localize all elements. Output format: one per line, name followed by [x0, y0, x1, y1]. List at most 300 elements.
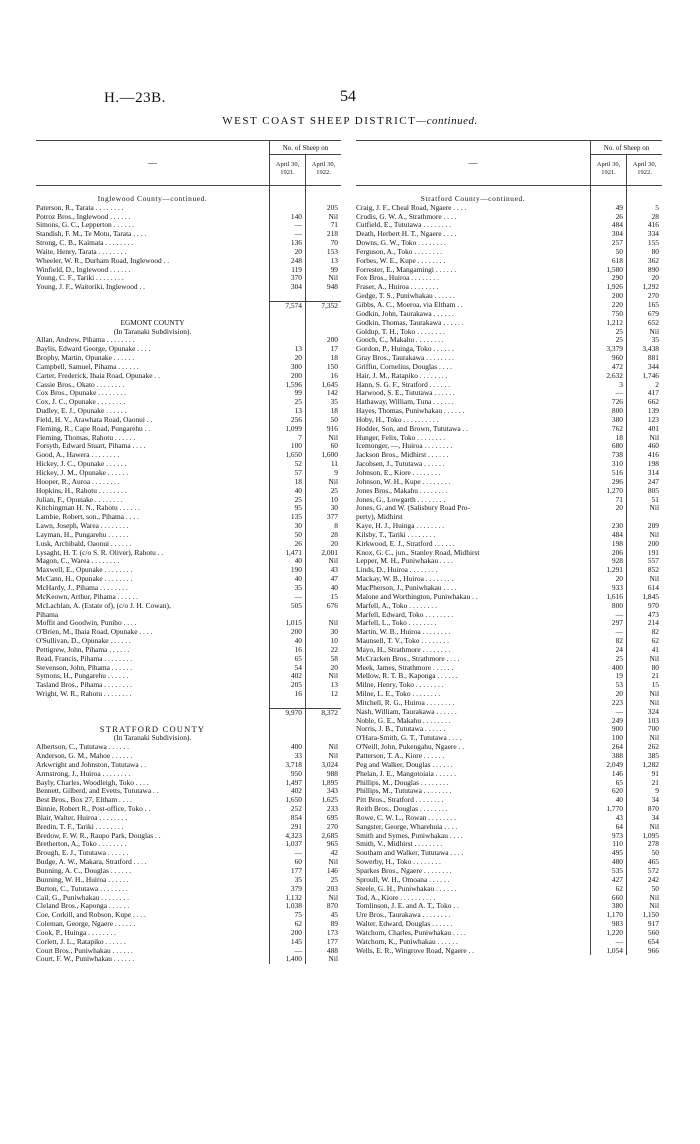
sheep-1922: 385: [626, 752, 662, 761]
sheep-1922: 30: [305, 504, 341, 513]
sheep-1922: Nil: [305, 434, 341, 443]
sheep-1921: 7: [269, 434, 305, 443]
sheep-1922: 60: [305, 442, 341, 451]
sheep-1921: [269, 195, 305, 204]
sheep-1921: [269, 328, 305, 337]
sheep-1922: 473: [626, 611, 662, 620]
owner-name: Mayo, H., Strathmore . . . . . . . .: [356, 645, 451, 654]
owner-name: Knox, G. C., jun., Stanley Road, Midhirst: [356, 548, 480, 557]
sheep-1921: 16: [269, 690, 305, 699]
owner-name: Kaye, H. J., Huinga . . . . . . . .: [356, 522, 445, 531]
sheep-1921: 379: [269, 885, 305, 894]
table-row: [36, 955, 341, 964]
table-row: [36, 425, 341, 434]
sheep-1922: 45: [305, 911, 341, 920]
sheep-1922: Nil: [626, 575, 662, 584]
sheep-1922: 700: [626, 725, 662, 734]
sheep-count-header-group: [590, 141, 662, 185]
sheep-1921: 1,291: [590, 566, 626, 575]
sheep-1922: 1,895: [305, 779, 341, 788]
sheep-1922: 1,746: [626, 372, 662, 381]
sheep-1922: Nil: [305, 478, 341, 487]
owner-name: Downs, G. W., Toko . . . . . . . .: [356, 239, 446, 248]
sheep-1922: 9: [305, 469, 341, 478]
owner-name: O'Hara-Smith, G. T., Tututawa . . . .: [356, 734, 462, 743]
sheep-1921: 472: [590, 363, 626, 372]
sheep-1921: 3: [590, 381, 626, 390]
owner-name: Read, Francis, Pihama . . . . . . . .: [36, 654, 133, 663]
sheep-1922: 1,625: [305, 796, 341, 805]
owner-name: Sparkes Bros., Ngaere . . . . . . . .: [356, 866, 452, 875]
sheep-1921: 18: [590, 434, 626, 443]
owner-name: Griffin, Cornelius, Douglas . . . .: [356, 362, 452, 371]
sheep-1922: 1,150: [626, 911, 662, 920]
sheep-1922: 5: [626, 204, 662, 213]
sheep-1921: 484: [590, 221, 626, 230]
owner-name: McHardy, J., Pihama . . . . . . . .: [36, 583, 128, 592]
sheep-1922: 20: [305, 540, 341, 549]
owner-name: Lawn, Joseph, Warea . . . . . . . .: [36, 522, 129, 531]
sheep-1921: 146: [590, 770, 626, 779]
table-header: [36, 140, 341, 186]
sheep-1921: 1,170: [590, 911, 626, 920]
owner-name: Hodder, Son, and Brown, Tututawa . .: [356, 424, 468, 433]
owner-name: Hayes, Thomas, Puniwhakau . . . . . .: [356, 407, 465, 416]
group-title: No. of Sheep on: [270, 141, 341, 155]
sheep-1921: 388: [590, 752, 626, 761]
sheep-1922: 881: [626, 354, 662, 363]
owner-name: Hopkins, H., Rahotu . . . . . . . .: [36, 486, 127, 495]
sheep-1921: 290: [590, 274, 626, 283]
sheep-1922: 7,352: [305, 301, 341, 310]
owner-name: Lambie, Robert, son., Pihama . . . .: [36, 513, 139, 522]
owner-name: STRATFORD COUNTY: [99, 725, 206, 735]
sheep-1922: 20: [305, 664, 341, 673]
sheep-1921: 49: [590, 204, 626, 213]
sheep-1921: 30: [269, 522, 305, 531]
owner-name: Stevenson, John, Pihama . . . . . .: [36, 663, 133, 672]
sheep-1922: 247: [626, 478, 662, 487]
owner-name: Jackson Bros., Midhirst . . . . . .: [356, 451, 449, 460]
owner-name: Wright, W. R., Rahotu . . . . . . . .: [36, 690, 132, 699]
sheep-1922: 99: [305, 266, 341, 275]
sheep-1922: 18: [305, 354, 341, 363]
owner-name: Cassie Bros., Okato . . . . . . . .: [36, 380, 125, 389]
owner-name: perty), Midhirst: [356, 513, 403, 522]
table-row: [36, 690, 341, 699]
sheep-1921: 19: [590, 672, 626, 681]
owner-name: Death, Herbert H. T., Ngaere . . . .: [356, 230, 457, 239]
owner-name: O'Neill, John, Pukengahu, Ngaere . .: [356, 743, 465, 752]
owner-name: Icemonger, —, Huiroa . . . . . . . .: [356, 442, 453, 451]
sheep-1922: 334: [626, 230, 662, 239]
sheep-1922: 314: [626, 469, 662, 478]
owner-name: Potroz Bros., Inglewood . . . . . .: [36, 212, 131, 221]
owner-name: Gedge, T. S., Puniwhakau . . . . . .: [356, 292, 455, 301]
owner-name: Forbes, W. E., Kupe . . . . . . . .: [356, 256, 446, 265]
sheep-1921: 50: [269, 531, 305, 540]
sheep-1921: 1,616: [590, 593, 626, 602]
owner-name: Inglewood County—continued.: [97, 194, 208, 203]
sheep-1921: [269, 186, 305, 195]
sheep-1922: 165: [626, 301, 662, 310]
sheep-1922: 676: [305, 602, 341, 611]
owner-name: Ferguson, A., Toko . . . . . . . .: [356, 247, 443, 256]
sheep-1921: 950: [269, 770, 305, 779]
owner-name: Court Bros., Puniwhakau . . . . . .: [36, 946, 133, 955]
sheep-1921: 427: [590, 876, 626, 885]
sheep-1921: 484: [590, 531, 626, 540]
sheep-1922: Nil: [626, 655, 662, 664]
sheep-1922: 80: [626, 664, 662, 673]
sheep-1921: [269, 310, 305, 319]
sheep-1921: 1,580: [590, 266, 626, 275]
owner-name: Rowe, C. W. L., Rowan . . . . . . . .: [356, 813, 456, 822]
sheep-1922: Nil: [305, 894, 341, 903]
sheep-1921: —: [269, 221, 305, 230]
sheep-1921: 1,926: [590, 283, 626, 292]
sheep-1922: 41: [626, 646, 662, 655]
owner-name: Waite, Henry, Tarata . . . . . . . .: [36, 247, 127, 256]
sheep-1921: 1,650: [269, 451, 305, 460]
owner-name: Bredow, F. W. R., Raupo Park, Douglas . .: [36, 831, 161, 840]
col-1922-header: April 30, 1922.: [626, 155, 662, 185]
sheep-1922: 30: [305, 628, 341, 637]
owner-name: Forrester, E., Mangamingi . . . . . .: [356, 265, 457, 274]
owner-name: [36, 186, 269, 195]
sheep-1921: 62: [590, 885, 626, 894]
owner-name: Southam and Walker, Tututawa . . . .: [356, 849, 464, 858]
sheep-1922: Nil: [626, 690, 662, 699]
sheep-1922: 344: [626, 363, 662, 372]
sheep-1922: 805: [626, 487, 662, 496]
sheep-1922: Nil: [305, 955, 341, 964]
owner-name: Young, C. F., Tariki . . . . . . . .: [36, 274, 124, 283]
sheep-1921: 400: [590, 664, 626, 673]
owner-name: Goldup, T. H., Toko . . . . . . . .: [356, 327, 445, 336]
sheep-1921: 35: [269, 876, 305, 885]
sheep-1922: [305, 310, 341, 319]
sheep-1922: 139: [626, 407, 662, 416]
sheep-1921: 40: [269, 557, 305, 566]
owner-name: Godkin, John, Taurakawa . . . . . .: [356, 309, 454, 318]
sheep-1922: 16: [305, 372, 341, 381]
spacer-row: [36, 717, 341, 726]
owner-name: Cox, J. C., Opunake . . . . . . . .: [36, 398, 126, 407]
owner-name: Hickey, J. C., Opunake . . . . . .: [36, 460, 127, 469]
owner-name: Lysaght, H. T. (c/o S. R. Oliver), Rahotu . .: [36, 548, 164, 557]
sheep-1922: 34: [626, 796, 662, 805]
owner-name: Baylis, Edward George, Opunake . . . .: [36, 345, 151, 354]
sheep-1921: 9,970: [269, 708, 305, 717]
owner-name: Linds, D., Huiroa . . . . . . . .: [356, 566, 438, 575]
sheep-1921: 983: [590, 920, 626, 929]
sheep-1922: 62: [626, 637, 662, 646]
sheep-1921: 1,038: [269, 902, 305, 911]
sheep-1921: 54: [269, 664, 305, 673]
owner-name: Standish, F. M., Te Motu, Tarata . . . .: [36, 230, 147, 239]
sheep-1921: 20: [590, 504, 626, 513]
owner-name: Noble, G. E., Makahu . . . . . . . .: [356, 716, 451, 725]
sheep-1921: 100: [269, 442, 305, 451]
sheep-1921: 264: [590, 743, 626, 752]
sheep-1921: 200: [590, 292, 626, 301]
sheep-1921: —: [590, 611, 626, 620]
sheep-1921: 928: [590, 557, 626, 566]
sheep-1922: 205: [305, 204, 341, 213]
owner-name: Stratford County—continued.: [420, 194, 526, 203]
sheep-1922: 416: [626, 451, 662, 460]
total-row: [36, 708, 341, 717]
owner-name: Hathaway, William, Tuna . . . . . .: [356, 398, 454, 407]
sheep-1922: 42: [305, 849, 341, 858]
document-reference: H.—23B.: [104, 90, 166, 106]
sheep-1921: 52: [269, 460, 305, 469]
sheep-1922: 377: [305, 513, 341, 522]
owner-name: Watchorn, K., Puniwhakau . . . . . .: [356, 937, 458, 946]
sheep-1921: 20: [590, 575, 626, 584]
sheep-1921: 43: [590, 814, 626, 823]
group-title: No. of Sheep on: [591, 141, 662, 155]
owner-name: Phillips, M., Tututawa . . . . . . . .: [356, 787, 452, 796]
sheep-1921: 53: [590, 681, 626, 690]
owner-name: Tomlinson, J. E. and A. T., Toko . .: [356, 902, 459, 911]
sheep-1921: 1,270: [590, 487, 626, 496]
owner-name: Strong, C. B., Kaimata . . . . . . . .: [36, 239, 134, 248]
sheep-1922: 123: [626, 416, 662, 425]
sheep-1922: 50: [305, 416, 341, 425]
sheep-1921: [269, 717, 305, 726]
sheep-1921: 252: [269, 805, 305, 814]
owner-name: Smith, V., Midhirst . . . . . . . .: [356, 840, 443, 849]
owner-name: Cail, G., Puniwhakau . . . . . . . .: [36, 893, 129, 902]
sheep-1921: 402: [269, 672, 305, 681]
sheep-1921: 40: [590, 796, 626, 805]
sheep-1922: Nil: [626, 434, 662, 443]
sheep-1922: 916: [305, 425, 341, 434]
sheep-1921: 900: [590, 725, 626, 734]
sheep-1921: 400: [269, 743, 305, 752]
sheep-1922: [305, 699, 341, 708]
owner-name: Wells, E. R., Wingrove Road, Ngaere . .: [356, 946, 475, 955]
sheep-1922: 71: [305, 221, 341, 230]
sheep-1921: 140: [269, 213, 305, 222]
sheep-1921: 1,596: [269, 381, 305, 390]
sheep-1922: 10: [305, 637, 341, 646]
sheep-1922: 34: [626, 814, 662, 823]
sheep-1921: 1,212: [590, 319, 626, 328]
owner-name: Reith Bros., Douglas . . . . . . . .: [356, 805, 448, 814]
owner-name: (In Taranaki Subdivision).: [113, 734, 192, 743]
owner-name: Arkwright and Johnston, Tututawa . .: [36, 760, 147, 769]
owner-name: Kilsby, T., Tariki . . . . . . . .: [356, 530, 436, 539]
sheep-1921: 380: [590, 416, 626, 425]
sheep-1922: 18: [305, 407, 341, 416]
sheep-1922: 15: [626, 681, 662, 690]
owner-name: Lepper, M. H., Puniwhakau . . . .: [356, 557, 453, 566]
owner-name: Coleman, George, Ngaere . . . . . .: [36, 920, 136, 929]
owner-name: [36, 292, 269, 301]
sheep-1922: 917: [626, 920, 662, 929]
sheep-1921: 933: [590, 584, 626, 593]
sheep-1922: 324: [626, 708, 662, 717]
sheep-1922: 191: [626, 549, 662, 558]
sheep-1922: 22: [305, 646, 341, 655]
sheep-1922: 852: [626, 566, 662, 575]
owner-name: Bennett, Gilberd, and Evetts, Tututawa . .: [36, 787, 159, 796]
owner-name: Meek, James, Strathmore . . . . . .: [356, 663, 454, 672]
owner-name: Bayly, Charles, Woodleigh, Toko . . . .: [36, 778, 149, 787]
sheep-1921: 206: [590, 549, 626, 558]
sheep-1922: 70: [305, 239, 341, 248]
owner-name: EGMONT COUNTY: [120, 318, 185, 327]
owner-name: Jones, G., Lowgarth . . . . . . . .: [356, 495, 446, 504]
sheep-1922: Nil: [305, 557, 341, 566]
sheep-1921: 973: [590, 832, 626, 841]
sheep-1922: 965: [305, 840, 341, 849]
sheep-1921: 1,054: [590, 947, 626, 956]
sheep-1922: 890: [626, 266, 662, 275]
owner-name: Nash, William, Taurakawa . . . . . .: [356, 707, 457, 716]
owner-name: O'Brien, M., Ihaia Road, Opunake . . . .: [36, 628, 153, 637]
sheep-1921: 57: [269, 469, 305, 478]
sheep-1921: 618: [590, 257, 626, 266]
owner-name: Magon, C., Warea . . . . . . . .: [36, 557, 120, 566]
table-row: [356, 372, 662, 381]
owner-name: Marfell, L., Toko . . . . . . . .: [356, 619, 437, 628]
sheep-1921: 198: [590, 540, 626, 549]
sheep-1922: 214: [626, 619, 662, 628]
owner-name: Moffit and Goodwin, Puniho . . . .: [36, 619, 137, 628]
sheep-1921: 1,650: [269, 796, 305, 805]
owner-name: Cleland Bros., Kaponga . . . . . .: [36, 902, 130, 911]
owner-name: [36, 717, 269, 726]
sheep-1921: 200: [269, 372, 305, 381]
sheep-1922: Nil: [305, 858, 341, 867]
owner-name: Court, F. W., Puniwhakau . . . . . .: [36, 955, 135, 964]
sheep-1922: [626, 186, 662, 195]
owner-name: Gibbs, A. C., Moeroa, via Eltham . .: [356, 300, 463, 309]
sheep-1922: [305, 186, 341, 195]
sheep-1921: 1,497: [269, 779, 305, 788]
owner-name: Dudley, E. J., Opunake . . . . . .: [36, 407, 127, 416]
owner-name: Budge, A. W., Makara, Stratford . . . .: [36, 858, 147, 867]
sheep-1921: 62: [269, 920, 305, 929]
sheep-1922: 155: [626, 239, 662, 248]
owner-name: Kirkwood, E. J., Stratford . . . . . .: [356, 539, 455, 548]
owner-name: Hickey, J. M., Opunake . . . . . .: [36, 469, 129, 477]
table-header: [356, 140, 662, 186]
owner-name: Albertson, C., Tututawa . . . . . .: [36, 743, 130, 752]
sheep-1921: 1,400: [269, 955, 305, 964]
owner-name: Winfield, D., Inglewood . . . . . .: [36, 265, 131, 274]
owner-name: Blair, Walter, Huiroa . . . . . . . .: [36, 813, 128, 822]
owner-name: Walter, Edward, Douglas . . . . . .: [356, 920, 453, 929]
sheep-1922: 465: [626, 858, 662, 867]
sheep-1922: 8: [305, 522, 341, 531]
owner-name: Allan, Andrew, Pihama . . . . . . . .: [36, 336, 135, 345]
sheep-1922: [305, 319, 341, 328]
sheep-1921: 1,770: [590, 805, 626, 814]
sheep-1922: 401: [626, 425, 662, 434]
col-1921-header: April 30, 1921.: [596, 161, 621, 176]
sheep-1921: —: [590, 628, 626, 637]
sheep-1922: Nil: [305, 619, 341, 628]
name-column-header: —: [468, 158, 478, 168]
sheep-1921: 230: [590, 522, 626, 531]
sheep-1921: 2,632: [590, 372, 626, 381]
sheep-1921: 65: [590, 779, 626, 788]
sheep-1921: [590, 186, 626, 195]
sheep-1922: 870: [305, 902, 341, 911]
right-rows: [356, 186, 662, 955]
sheep-1921: 854: [269, 814, 305, 823]
owner-name: Ure Bros., Taurakawa . . . . . . . .: [356, 911, 451, 920]
sheep-1921: 136: [269, 239, 305, 248]
owner-name: Coe, Corkill, and Robson, Kupe . . . .: [36, 911, 146, 920]
owner-name: Smith and Symes, Puniwhakau . . . .: [356, 831, 463, 840]
owner-name: Bunning, A. C., Douglas . . . . . .: [36, 866, 132, 875]
sheep-1922: 3,024: [305, 761, 341, 770]
owner-name: [356, 186, 590, 195]
sheep-1921: 680: [590, 442, 626, 451]
owner-name: Carter, Frederick, Ihaia Road, Opunake . .: [36, 371, 160, 380]
owner-name: Hunger, Felix, Toko . . . . . . . .: [356, 433, 445, 442]
owner-name: Hoby, H., Toko . . . . . . . . . .: [356, 415, 439, 424]
name-column-header: —: [148, 158, 157, 168]
sheep-1922: 695: [305, 814, 341, 823]
sheep-1921: 25: [590, 336, 626, 345]
sheep-1922: 343: [305, 787, 341, 796]
sheep-1921: 402: [269, 787, 305, 796]
sheep-1922: Nil: [626, 823, 662, 832]
sheep-1921: 25: [590, 328, 626, 337]
sheep-1922: 572: [626, 867, 662, 876]
owner-name: Cook, P., Huinga . . . . . . . .: [36, 928, 116, 937]
sheep-1921: 1,220: [590, 929, 626, 938]
sheep-1921: 505: [269, 602, 305, 611]
owner-name: Field, H. V., Arawhata Road, Oaonui . .: [36, 415, 153, 424]
sheep-1921: 800: [590, 407, 626, 416]
sheep-1921: 1,015: [269, 619, 305, 628]
owner-name: Milne, Henry, Toko . . . . . . . .: [356, 681, 444, 690]
sheep-1922: Nil: [626, 328, 662, 337]
sheep-1922: [305, 725, 341, 734]
sheep-1922: 51: [626, 496, 662, 505]
sheep-1921: 4,323: [269, 832, 305, 841]
owner-name: Johnson, W. H., Kupe . . . . . . . .: [356, 477, 451, 486]
owner-name: Gooch, C., Makahu . . . . . . . .: [356, 336, 444, 345]
sheep-1922: 198: [626, 460, 662, 469]
sheep-1922: Nil: [626, 902, 662, 911]
sheep-1922: 2,685: [305, 832, 341, 841]
sheep-1922: 488: [305, 947, 341, 956]
sheep-1922: 150: [305, 363, 341, 372]
owner-name: Gordon, P., Huinga, Toko . . . . . .: [356, 345, 454, 354]
right-table: [356, 140, 662, 955]
sheep-1922: 1,645: [305, 381, 341, 390]
sheep-1921: 190: [269, 566, 305, 575]
owner-name: Pitt Bros., Stratford . . . . . . . .: [356, 796, 444, 805]
owner-name: [36, 301, 269, 310]
owner-name: Anderson, G. M., Mahoe . . . . . .: [36, 752, 133, 760]
sheep-1921: —: [590, 708, 626, 717]
owner-name: Brophy, Martin, Opunake . . . . . .: [36, 354, 135, 363]
spacer-row: [36, 699, 341, 708]
title-continued: —continued.: [416, 115, 478, 127]
sheep-1921: 1,132: [269, 894, 305, 903]
owner-name: Marfell, A., Toko . . . . . . . .: [356, 601, 437, 610]
